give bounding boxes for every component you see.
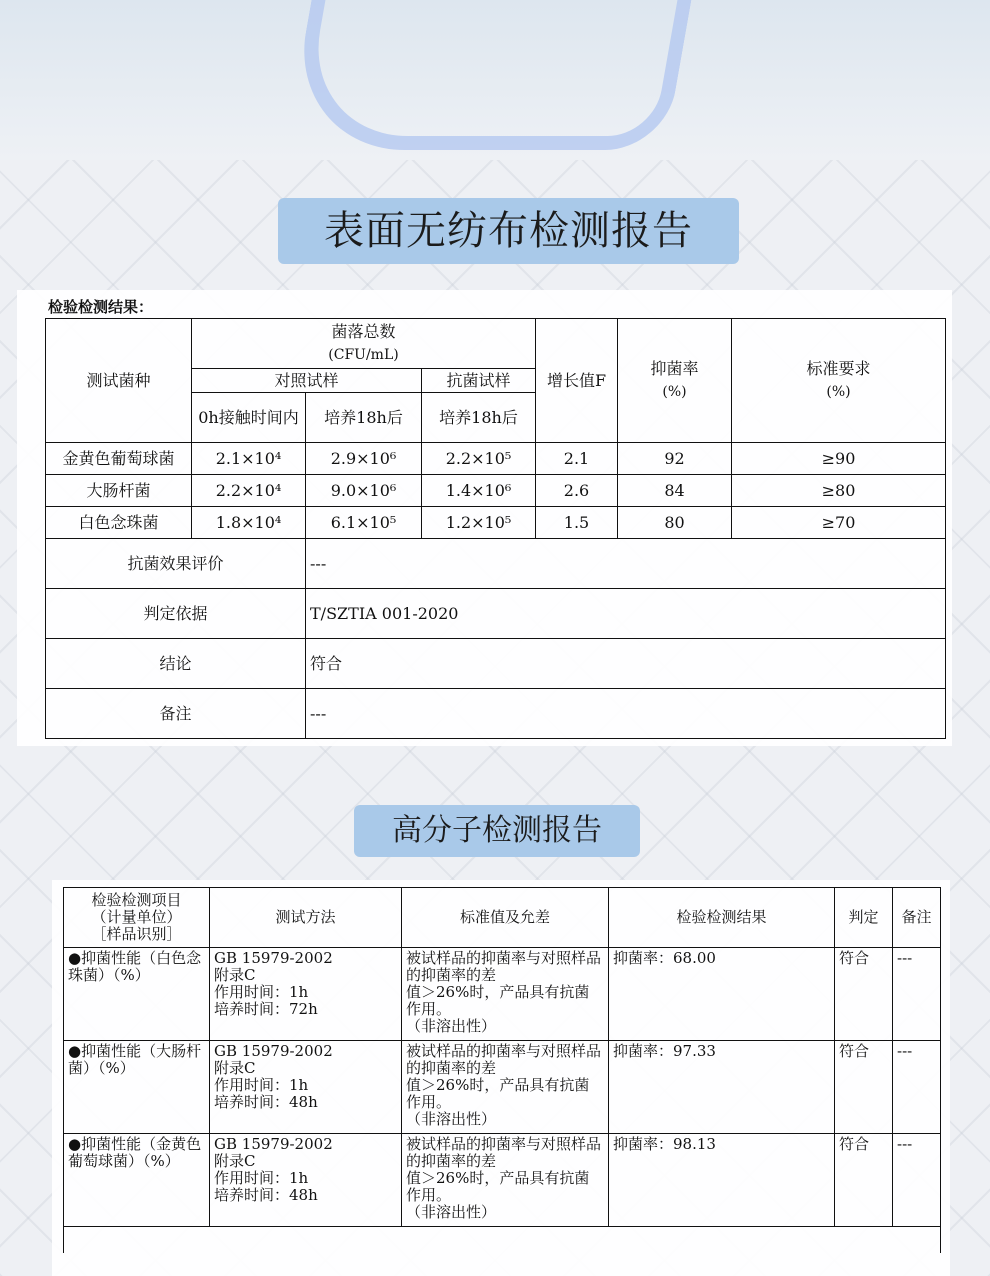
control-0h: 1.8×10⁴ — [192, 507, 306, 539]
header-18h-control: 培养18h后 — [306, 393, 422, 443]
header-colony: 菌落总数 (CFU/mL) — [192, 319, 536, 369]
header-result: 检验检测结果 — [609, 888, 835, 948]
nonwoven-report-heading: 表面无纺布检测报告 — [278, 198, 739, 264]
table-row — [64, 1134, 941, 1227]
header-item: 检验检测项目 （计量单位） ［样品识别］ — [64, 888, 210, 948]
remark: --- — [893, 948, 941, 1041]
eval-label: 抗菌效果评价 — [46, 539, 306, 589]
polymer-report-heading: 高分子检测报告 — [354, 805, 640, 857]
results-caption: 检验检测结果： — [48, 298, 154, 316]
control-18h: 2.9×10⁶ — [306, 443, 422, 475]
mask-strap-decoration — [285, 0, 695, 150]
remark: --- — [893, 1134, 941, 1227]
species-name: 白色念珠菌 — [46, 507, 192, 539]
test-item: ●抑菌性能（大肠杆菌）（%） — [64, 1041, 210, 1134]
remark-label: 备注 — [46, 689, 306, 739]
species-name: 金黄色葡萄球菌 — [46, 443, 192, 475]
standard-tolerance: 被试样品的抑菌率与对照样品的抑菌率的差 值＞26%时，产品具有抗菌作用。 （非溶出性） — [402, 948, 609, 1041]
test-method: GB 15979-2002 附录C 作用时间：1h 培养时间：48h — [210, 1134, 402, 1227]
table-row-empty — [64, 1227, 941, 1253]
test-result: 抑菌率：98.13 — [609, 1134, 835, 1227]
antibac-18h: 1.2×10⁵ — [422, 507, 536, 539]
header-standard: 标准要求 (%) — [732, 319, 946, 443]
header-rate: 抑菌率 (%) — [618, 319, 732, 443]
control-18h: 9.0×10⁶ — [306, 475, 422, 507]
control-0h: 2.2×10⁴ — [192, 475, 306, 507]
conclusion-label: 结论 — [46, 639, 306, 689]
header-antibac: 抗菌试样 — [422, 369, 536, 393]
test-method: GB 15979-2002 附录C 作用时间：1h 培养时间：48h — [210, 1041, 402, 1134]
header-growth: 增长值F — [536, 319, 618, 443]
table-row — [46, 443, 946, 475]
judgement: 符合 — [835, 1134, 893, 1227]
header-0h: 0h接触时间内 — [192, 393, 306, 443]
polymer-results-table — [63, 887, 941, 1253]
standard-tolerance: 被试样品的抑菌率与对照样品的抑菌率的差 值＞26%时，产品具有抗菌作用。 （非溶出性） — [402, 1041, 609, 1134]
antibac-18h: 2.2×10⁵ — [422, 443, 536, 475]
rate-value: 92 — [618, 443, 732, 475]
antibacterial-results-table — [45, 318, 946, 739]
test-item: ●抑菌性能（金黄色葡萄球菌）（%） — [64, 1134, 210, 1227]
species-name: 大肠杆菌 — [46, 475, 192, 507]
rate-value: 84 — [618, 475, 732, 507]
header-18h-antibac: 培养18h后 — [422, 393, 536, 443]
growth-value: 1.5 — [536, 507, 618, 539]
remark: --- — [893, 1041, 941, 1134]
table-row — [64, 948, 941, 1041]
table-row — [64, 1041, 941, 1134]
test-item: ●抑菌性能（白色念珠菌）（%） — [64, 948, 210, 1041]
judgement: 符合 — [835, 1041, 893, 1134]
test-result: 抑菌率：68.00 — [609, 948, 835, 1041]
header-remark: 备注 — [893, 888, 941, 948]
eval-value: --- — [306, 539, 946, 589]
table-row — [46, 475, 946, 507]
test-result: 抑菌率：97.33 — [609, 1041, 835, 1134]
test-method: GB 15979-2002 附录C 作用时间：1h 培养时间：72h — [210, 948, 402, 1041]
header-control: 对照试样 — [192, 369, 422, 393]
control-0h: 2.1×10⁴ — [192, 443, 306, 475]
control-18h: 6.1×10⁵ — [306, 507, 422, 539]
antibac-18h: 1.4×10⁶ — [422, 475, 536, 507]
judgement: 符合 — [835, 948, 893, 1041]
standard-value: ≥70 — [732, 507, 946, 539]
rate-value: 80 — [618, 507, 732, 539]
standard-tolerance: 被试样品的抑菌率与对照样品的抑菌率的差 值＞26%时，产品具有抗菌作用。 （非溶出性） — [402, 1134, 609, 1227]
growth-value: 2.1 — [536, 443, 618, 475]
header-method: 测试方法 — [210, 888, 402, 948]
conclusion-value: 符合 — [306, 639, 946, 689]
standard-value: ≥80 — [732, 475, 946, 507]
standard-value: ≥90 — [732, 443, 946, 475]
header-species: 测试菌种 — [46, 319, 192, 443]
basis-label: 判定依据 — [46, 589, 306, 639]
header-judge: 判定 — [835, 888, 893, 948]
remark-value: --- — [306, 689, 946, 739]
basis-value: T/SZTIA 001-2020 — [306, 589, 946, 639]
table-row — [46, 507, 946, 539]
header-standard-tolerance: 标准值及允差 — [402, 888, 609, 948]
growth-value: 2.6 — [536, 475, 618, 507]
